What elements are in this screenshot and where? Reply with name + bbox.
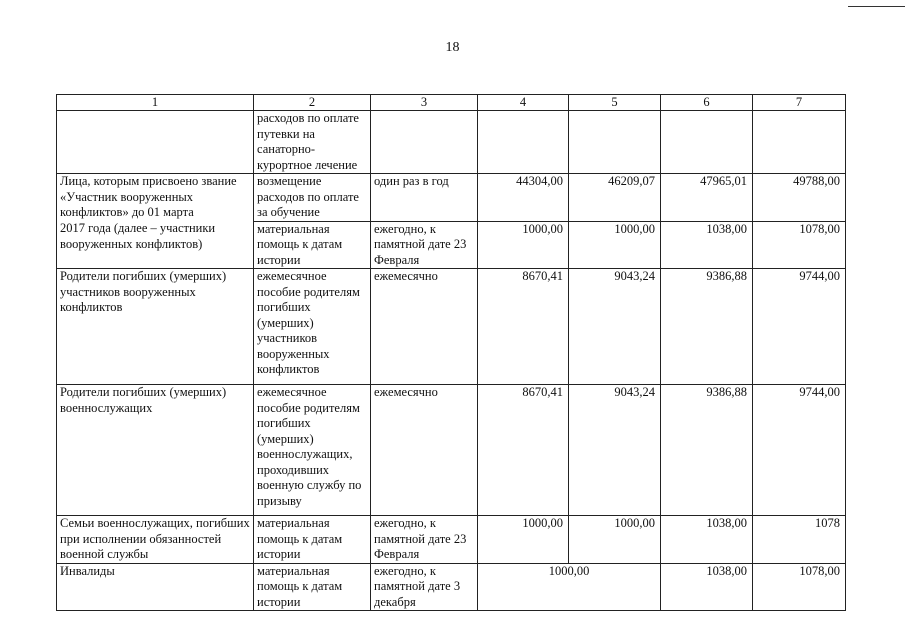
category-cell [57,111,254,174]
value-cell: 46209,07 [569,174,661,222]
table-row [57,385,846,516]
payment-cell: ежемесячное пособие родителям погибших (умерших) участников вооруженных конфликтов [254,269,371,385]
table-row [57,516,846,564]
top-rule [848,6,905,7]
category-cell: Родители погибших (умерших) участников вооруженных конфликтов [57,269,254,385]
header-cell: 1 [57,95,254,111]
category-cell: Родители погибших (умерших) военнослужащих [57,385,254,516]
value-cell: 1038,00 [661,516,753,564]
payment-cell: расходов по оплате путевки на санаторно-курортное лечение [254,111,371,174]
value-cell: 9744,00 [753,385,846,516]
value-cell: 1000,00 [478,221,569,269]
value-cell [661,111,753,174]
frequency-cell: ежегодно, к памятной дате 23 Февраля [371,516,478,564]
frequency-cell [371,111,478,174]
value-cell [753,111,846,174]
table-row [57,111,846,174]
value-cell: 1078 [753,516,846,564]
page-number: 18 [445,40,460,55]
frequency-cell: один раз в год [371,174,478,222]
value-cell: 8670,41 [478,269,569,385]
value-cell: 49788,00 [753,174,846,222]
payment-cell: возмещение расходов по оплате за обучение [254,174,371,222]
value-cell: 47965,01 [661,174,753,222]
header-cell: 5 [569,95,661,111]
category-cell: Инвалиды [57,563,254,611]
value-cell: 9386,88 [661,385,753,516]
frequency-cell: ежегодно, к памятной дате 3 декабря [371,563,478,611]
value-cell: 1038,00 [661,563,753,611]
header-cell: 4 [478,95,569,111]
value-cell: 8670,41 [478,385,569,516]
category-cell: Лица, которым присвоено звание «Участник вооруженных конфликтов» до 01 марта [57,174,254,222]
table-row [57,563,846,611]
header-cell: 6 [661,95,753,111]
frequency-cell: ежегодно, к памятной дате 23 Февраля [371,221,478,269]
value-cell: 9744,00 [753,269,846,385]
table-row [57,269,846,385]
value-cell [569,111,661,174]
value-cell: 9043,24 [569,385,661,516]
value-cell: 1078,00 [753,563,846,611]
value-cell [478,111,569,174]
category-cell: Семьи военнослужащих, погибших при исполнении обязанностей военной службы [57,516,254,564]
table-row [57,174,846,222]
header-cell: 7 [753,95,846,111]
value-cell: 9386,88 [661,269,753,385]
header-cell: 3 [371,95,478,111]
value-cell: 1000,00 [478,516,569,564]
value-cell: 1038,00 [661,221,753,269]
benefits-table [56,94,846,611]
table-row [57,221,846,269]
value-cell: 1000,00 [569,516,661,564]
value-cell-merged: 1000,00 [478,563,661,611]
header-row [57,95,846,111]
category-cell: 2017 года (далее – участники вооруженных конфликтов) [57,221,254,269]
value-cell: 1000,00 [569,221,661,269]
value-cell: 1078,00 [753,221,846,269]
payment-cell: материальная помощь к датам истории [254,563,371,611]
payment-cell: материальная помощь к датам истории [254,221,371,269]
frequency-cell: ежемесячно [371,385,478,516]
header-cell: 2 [254,95,371,111]
payment-cell: материальная помощь к датам истории [254,516,371,564]
value-cell: 44304,00 [478,174,569,222]
payment-cell: ежемесячное пособие родителям погибших (умерших) военнослужащих, проходивших военную службу по призыву [254,385,371,516]
value-cell: 9043,24 [569,269,661,385]
frequency-cell: ежемесячно [371,269,478,385]
